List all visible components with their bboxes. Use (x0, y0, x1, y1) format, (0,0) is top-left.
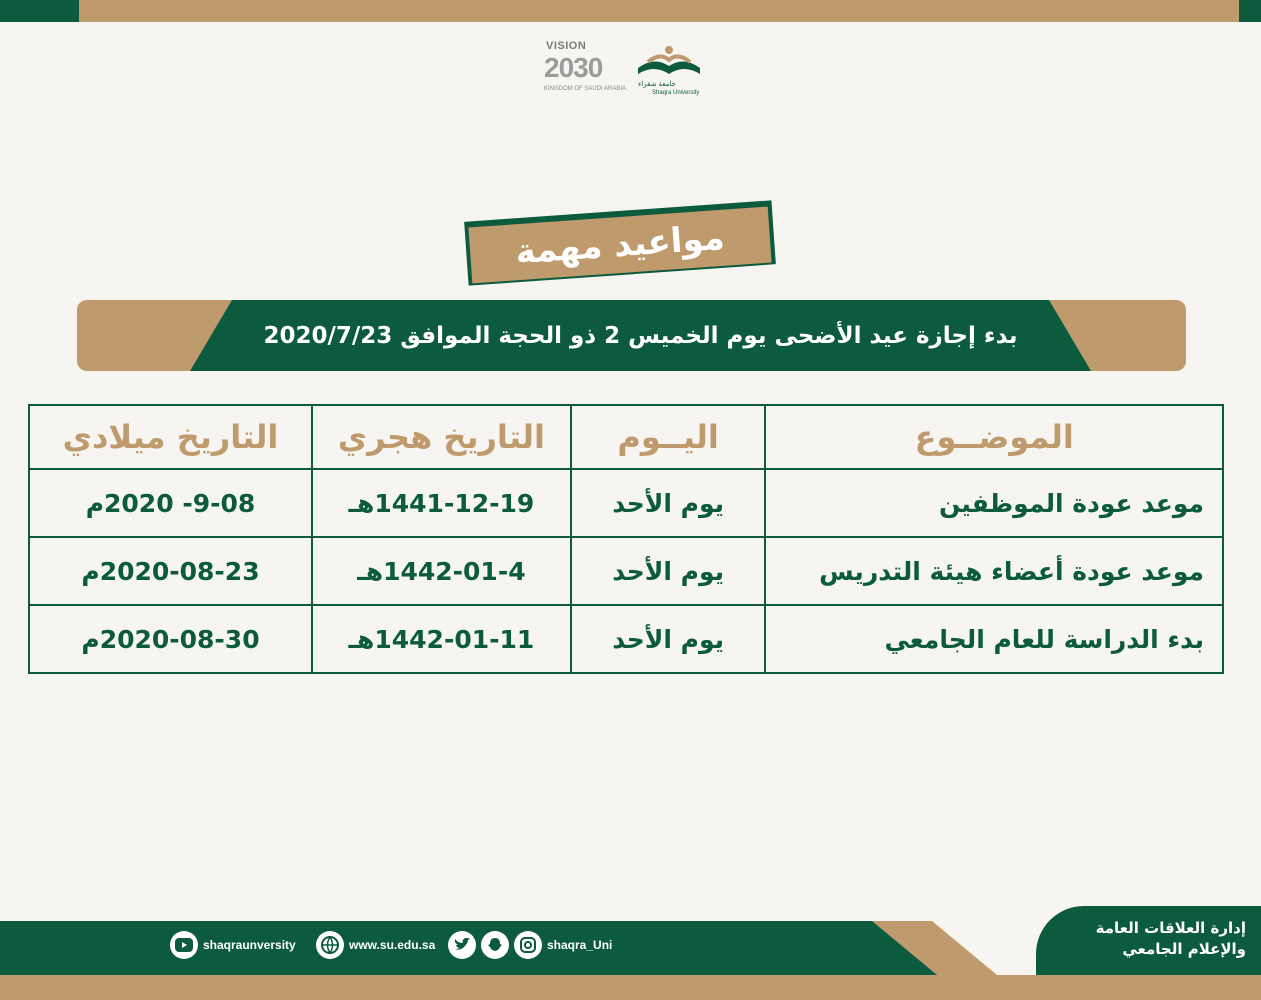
header-logos (540, 36, 710, 102)
cell-subject: موعد عودة أعضاء هيئة التدريس (765, 537, 1223, 605)
department-line-2: والإعلام الجامعي (1122, 940, 1246, 958)
vision-title: VISION (546, 40, 587, 52)
vision-subtitle: KINGDOM OF SAUDI ARABIA (544, 86, 627, 92)
website-link[interactable] (316, 930, 435, 960)
cell-gregorian: 2020-08-30م (29, 605, 312, 673)
cell-subject: موعد عودة الموظفين (765, 469, 1223, 537)
university-name-en: Shaqra University (652, 90, 700, 96)
cell-hijri: 1441-12-19هـ (312, 469, 571, 537)
cell-gregorian: 2020-08-23م (29, 537, 312, 605)
twitter-icon[interactable] (448, 931, 476, 959)
table-header-row (29, 405, 1223, 469)
announcement-text: بدء إجازة عيد الأضحى يوم الخميس 2 ذو الحجة الموافق 2020/7/23 (263, 322, 1018, 349)
globe-icon (316, 931, 344, 959)
youtube-link[interactable] (170, 930, 296, 960)
shaqra-university-logo (630, 38, 710, 102)
top-green-accent-left (0, 0, 79, 22)
vision-number: 2030 (544, 52, 603, 83)
schedule-table (28, 404, 1224, 674)
page-title: مواعيد مهمة (514, 217, 726, 273)
header-hijri: التاريخ هجري (312, 405, 571, 469)
website-url: www.su.edu.sa (349, 938, 436, 952)
table-row (29, 469, 1223, 537)
youtube-handle: shaqraunversity (203, 938, 296, 952)
footer-tan-bar (0, 975, 1261, 1000)
cell-subject: بدء الدراسة للعام الجامعي (765, 605, 1223, 673)
youtube-icon (170, 931, 198, 959)
department-line-1: إدارة العلاقات العامة (1095, 919, 1246, 937)
social-handle: shaqra_Uni (547, 938, 613, 952)
table-row (29, 537, 1223, 605)
cell-gregorian: 9-08- 2020م (29, 469, 312, 537)
instagram-icon[interactable] (514, 931, 542, 959)
header-gregorian: التاريخ ميلادي (29, 405, 312, 469)
cell-day: يوم الأحد (571, 537, 766, 605)
snapchat-icon[interactable] (481, 931, 509, 959)
cell-day: يوم الأحد (571, 469, 766, 537)
social-links[interactable] (448, 930, 612, 960)
cell-hijri: 1442-01-4هـ (312, 537, 571, 605)
cell-hijri: 1442-01-11هـ (312, 605, 571, 673)
top-green-accent-right (1239, 0, 1261, 22)
header-subject: الموضــوع (765, 405, 1223, 469)
header-day: اليــوم (571, 405, 766, 469)
table-row (29, 605, 1223, 673)
top-tan-bar (79, 0, 1261, 22)
department-name (1060, 918, 1246, 960)
cell-day: يوم الأحد (571, 605, 766, 673)
vision-2030-logo (540, 36, 626, 102)
university-name-ar: جامعة شقراء (638, 81, 676, 88)
open-book-icon (634, 42, 704, 80)
